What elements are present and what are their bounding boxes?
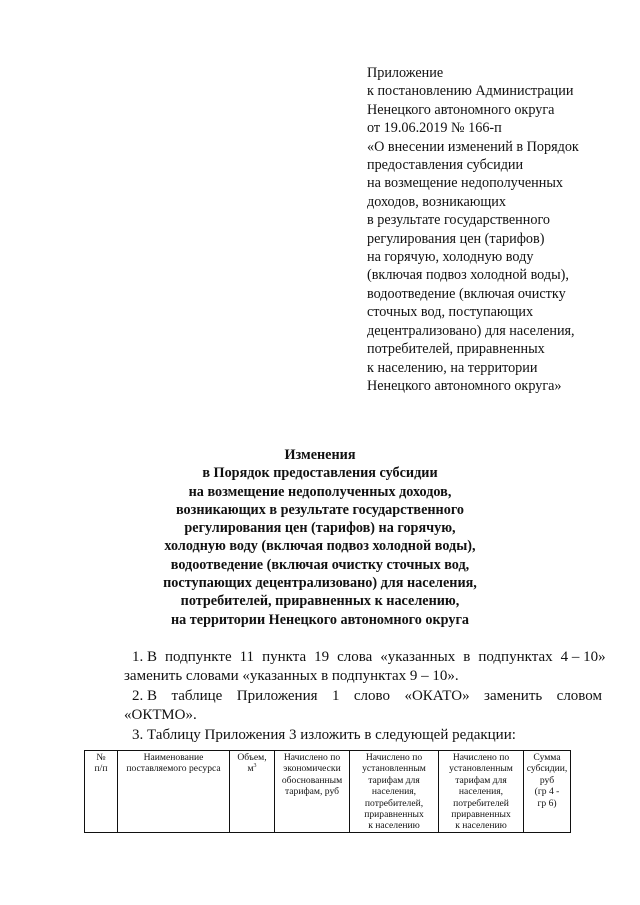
item-2-word: 1 <box>331 688 340 704</box>
col-economic-tariff-header: Начислено по экономически обоснованным тарифам, руб <box>275 751 350 833</box>
appendix-line: на горячую, холодную воду <box>367 249 534 266</box>
title-line: поступающих децентрализовано) для населения, <box>163 575 477 592</box>
item-1-word: 11 <box>239 649 255 665</box>
appendix-line: «О внесении изменений в Порядок <box>367 138 579 155</box>
col-volume-header: Объем, $м^3$ <box>230 751 275 833</box>
appendix-header <box>367 64 627 395</box>
document-title <box>140 446 500 629</box>
item-1 <box>124 648 606 686</box>
item-2-word: таблице <box>171 688 223 704</box>
appendix-line: (включая подвоз холодной воды), <box>367 267 569 284</box>
table-header-row <box>85 751 571 833</box>
item-1-word: в <box>463 649 471 665</box>
item-2-word: 2. В <box>132 688 158 704</box>
item-1-word: подпунктах <box>478 649 553 665</box>
title-line: Изменения <box>284 447 356 463</box>
item-1-word: 1. В <box>132 649 158 665</box>
appendix-line: на возмещение недополученных <box>367 175 563 192</box>
appendix-line: к постановлению Администрации <box>367 83 574 100</box>
item-2-word: заменить <box>484 688 543 704</box>
title-line: потребителей, приравненных к населению, <box>180 593 460 610</box>
item-1-line-2: заменить словами «указанных в подпунктах 9 – 10». <box>124 668 459 684</box>
item-1-word: 19 <box>314 649 330 665</box>
title-line: водоотведение (включая очистку сточных вод, <box>170 556 470 573</box>
item-2-word: словом <box>556 688 602 704</box>
appendix-line: сточных вод, поступающих <box>367 304 534 321</box>
appendix-line: Приложение <box>367 65 444 81</box>
item-1-word: подпункте <box>165 649 232 665</box>
item-1-word: пункта <box>262 649 307 665</box>
item-2-word: слово <box>353 688 390 704</box>
col-established-tariff-header: Начислено по установленным тарифам для населения, потребителей, приравненных к населению <box>350 751 439 833</box>
appendix-line: от 19.06.2019 № 166-п <box>367 120 502 137</box>
item-2-word: Приложения <box>236 688 318 704</box>
appendix-line: доходов, возникающих <box>367 193 506 210</box>
appendix-line: Ненецкого автономного округа <box>367 101 555 118</box>
item-2-word: «ОКАТО» <box>404 688 470 704</box>
title-line: холодную воду (включая подвоз холодной воды), <box>164 538 476 555</box>
appendix-line: децентрализовано) для населения, <box>367 322 575 339</box>
item-2 <box>124 687 602 725</box>
item-2-line-1 <box>124 687 602 706</box>
title-line: на возмещение недополученных доходов, <box>188 483 452 500</box>
col-established-tariff-2-header: Начислено по установленным тарифам для населения, потребителей приравненных к населению <box>439 751 524 833</box>
col-number-header: № п/п <box>85 751 118 833</box>
amendments-body <box>124 648 606 746</box>
item-3: 3. Таблицу Приложения 3 изложить в следующей редакции: <box>132 727 516 743</box>
appendix-line: потребителей, приравненных <box>367 341 545 358</box>
appendix-3-table <box>84 750 571 833</box>
item-1-line-1 <box>124 648 606 667</box>
title-line: регулирования цен (тарифов) на горячую, <box>184 520 456 537</box>
col-subsidy-sum-header: Сумма субсидии, руб (гр 4 - гр 6) <box>524 751 571 833</box>
title-line: возникающих в результате государственного <box>175 501 465 518</box>
appendix-line: предоставления субсидии <box>367 157 524 174</box>
title-line: в Порядок предоставления субсидии <box>202 465 438 482</box>
title-line: на территории Ненецкого автономного округа <box>170 611 470 628</box>
item-2-line-2: «ОКТМО». <box>124 707 197 723</box>
appendix-line: Ненецкого автономного округа» <box>367 377 562 394</box>
appendix-line: водоотведение (включая очистку <box>367 285 566 302</box>
col-resource-header: Наименование поставляемого ресурса <box>118 751 230 833</box>
item-1-word: «указанных <box>380 649 456 665</box>
item-1-word: 4 – 10» <box>560 649 606 665</box>
appendix-line: в результате государственного <box>367 212 551 229</box>
appendix-line: к населению, на территории <box>367 359 538 376</box>
appendix-line: регулирования цен (тарифов) <box>367 230 545 247</box>
item-1-word: слова <box>337 649 373 665</box>
